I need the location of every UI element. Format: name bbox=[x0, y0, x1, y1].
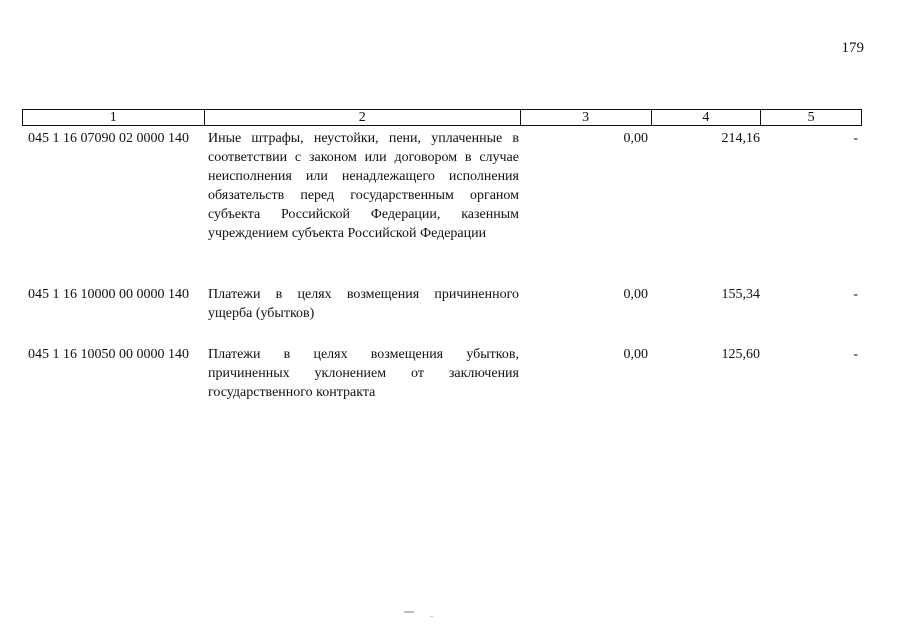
row-col3-value: 0,00 bbox=[623, 287, 648, 302]
scan-smudge-mark bbox=[404, 611, 414, 613]
row-description: Иные штрафы, неустойки, пени, уплаченные в соответствии с законом или договором в случае неисполнения или ненадлежащего исполнения обязательств перед государственным органом субъекта Российской Федерации, казенным учреждением субъекта Российской Федерации bbox=[208, 131, 519, 241]
row-description: Платежи в целях возмещения убытков, причиненных уклонением от заключения государственного контракта bbox=[208, 347, 519, 400]
table-header-col-1: 1 bbox=[23, 110, 205, 125]
row-col3-value: 0,00 bbox=[623, 131, 648, 146]
row-col5-value: - bbox=[853, 347, 858, 362]
table-header-row bbox=[22, 109, 862, 126]
row-code: 045 1 16 07090 02 0000 140 bbox=[28, 131, 189, 146]
row-col4-value: 155,34 bbox=[721, 287, 760, 302]
row-code: 045 1 16 10000 00 0000 140 bbox=[28, 287, 189, 302]
row-description: Платежи в целях возмещения причиненного ущерба (убытков) bbox=[208, 287, 519, 321]
page-number: 179 bbox=[841, 40, 864, 56]
row-col3-value: 0,00 bbox=[623, 347, 648, 362]
row-code: 045 1 16 10050 00 0000 140 bbox=[28, 347, 189, 362]
table-header-col-2: 2 bbox=[205, 110, 521, 125]
row-col5-value: - bbox=[853, 131, 858, 146]
scan-smudge-mark bbox=[430, 616, 433, 617]
table-header-col-4: 4 bbox=[652, 110, 762, 125]
row-col4-value: 214,16 bbox=[721, 131, 760, 146]
table-header-col-3: 3 bbox=[521, 110, 652, 125]
row-col5-value: - bbox=[853, 287, 858, 302]
row-col4-value: 125,60 bbox=[721, 347, 760, 362]
table-header-col-5: 5 bbox=[807, 110, 815, 125]
